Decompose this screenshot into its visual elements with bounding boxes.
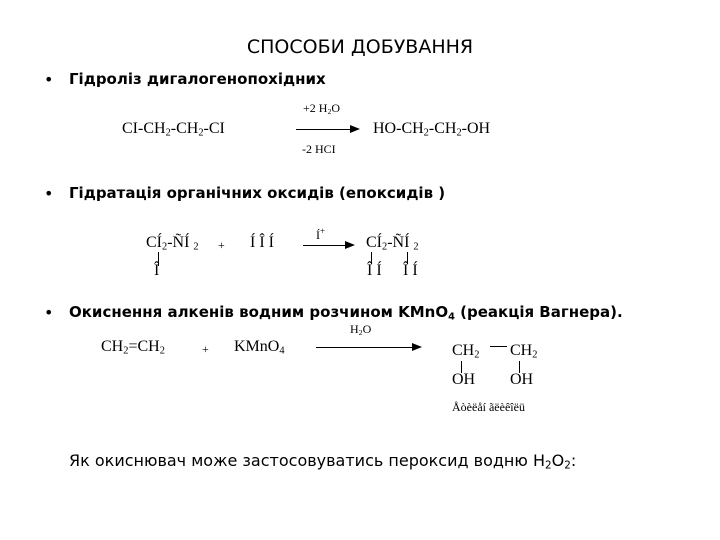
reaction2-ring-atom: Î	[154, 262, 160, 279]
reaction3-oh-1: OH	[452, 371, 476, 388]
reaction3-product-c2: $CH_2$	[510, 342, 538, 361]
reaction2-reactant: $CÍ_2-ÑÍ$ $_2$	[146, 234, 199, 253]
reaction2-group-2: Î Í	[403, 262, 418, 279]
bullet-hydrolysis: Гідроліз дигалогенопохідних	[69, 70, 326, 88]
reaction1-product: $HO-CH_2-CH_2-OH$	[373, 120, 491, 139]
reaction3-product-name: Åòèëåí ãëèêîëü	[452, 400, 525, 414]
reaction3-reagent: KMnO$_4$	[234, 338, 285, 357]
reaction1-condition-below: -2 HCI	[302, 142, 336, 156]
reaction3-alkene: $CH_2=CH_2$	[101, 338, 165, 357]
reaction3-plus: +	[202, 342, 209, 356]
reaction3-arrow-head	[412, 343, 422, 351]
bullet-marker: •	[44, 303, 54, 322]
bullet-marker: •	[44, 70, 54, 89]
reaction1-arrow-head	[350, 125, 360, 133]
bullet-hydration: Гідратація органічних оксидів (епоксидів )	[69, 184, 446, 202]
oxidant-note: Як окиснювач може застосовуватись пероксид водню $H_2O_2$:	[69, 451, 577, 472]
reaction3-condition: $H_2O$	[350, 322, 372, 337]
reaction2-group-1: Î Í	[367, 262, 382, 279]
reaction2-plus: +	[218, 238, 225, 252]
reaction2-product: $CÍ_2-ÑÍ$ $_2$	[366, 234, 419, 253]
reaction2-arrow-head	[345, 241, 355, 249]
reaction2-reagent: Í Î Í	[250, 234, 274, 251]
reaction3-oh-2: OH	[510, 371, 534, 388]
bullet-oxidation: Окиснення алкенів водним розчином KMnO$_4$ (реакція Вагнера).	[69, 303, 623, 323]
reaction1-condition-above: +2 $H_2O$	[303, 101, 341, 116]
reaction1-reactant: $CI-CH_2-CH_2-CI$	[122, 120, 225, 139]
reaction3-arrow	[316, 347, 414, 348]
page-title: СПОСОБИ ДОБУВАННЯ	[246, 36, 474, 58]
reaction3-cc-bond	[490, 346, 507, 347]
reaction3-product-c1: $CH_2$	[452, 342, 480, 361]
reaction1-arrow	[296, 129, 352, 130]
reaction2-catalyst: Í+	[316, 226, 326, 242]
bullet-marker: •	[44, 184, 54, 203]
reaction2-arrow	[303, 245, 347, 246]
